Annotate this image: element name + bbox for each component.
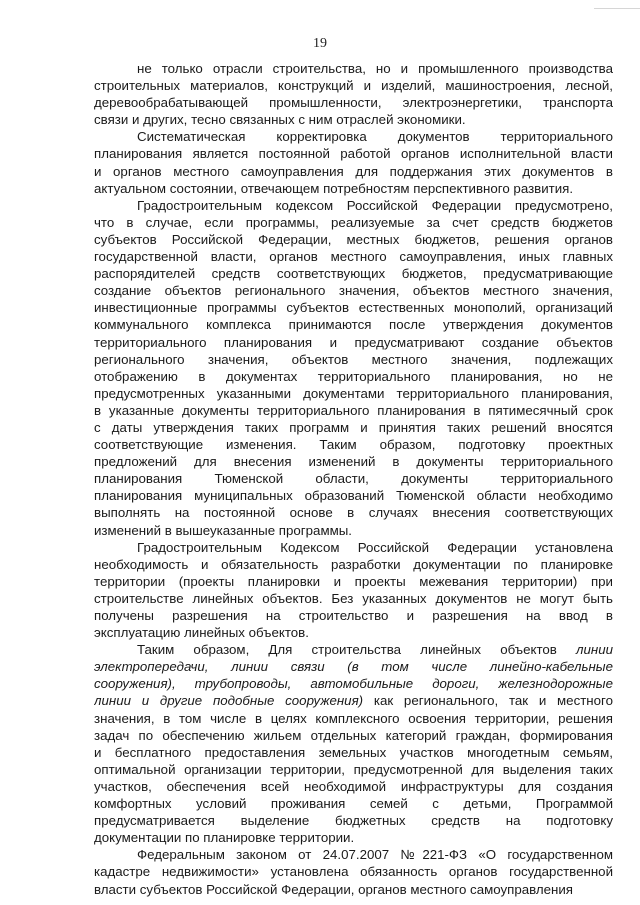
text-line [94, 504, 613, 521]
line-text: Градостроительным кодексом Российской Федерации предусмотрено, [137, 197, 613, 213]
text-line [94, 334, 613, 351]
line-text: соответствующие изменения. Таким образом, подготовку проектных [94, 437, 613, 453]
line-text: территориального планирования и предусматривают создание объектов [94, 334, 613, 350]
line-text: значения, в том числе в целях комплексного освоения территории, решения [94, 710, 613, 726]
line-text: и органов местного самоуправления для поддержания этих документов в [94, 163, 613, 179]
italic-text: линии [575, 642, 613, 658]
text-line [94, 145, 613, 162]
line-text: строительстве линейных объектов. Без указанных документов не могут быть [94, 590, 613, 606]
text-line [94, 470, 613, 487]
line-text: Градостроительным Кодексом Российской Федерации установлена [137, 539, 613, 555]
text-line [94, 846, 613, 863]
text-line [94, 539, 613, 556]
line-text: как регионального, так и местного [373, 693, 613, 709]
text-line [94, 778, 613, 795]
line-text: документации по планировке территории. [94, 830, 355, 846]
text-line [94, 214, 613, 231]
paragraph [94, 846, 613, 897]
text-line [94, 761, 613, 778]
text-line [94, 265, 613, 282]
text-line [94, 573, 613, 590]
line-text: изменений в вышеуказанные программы. [94, 522, 352, 538]
scan-corner-mark [594, 0, 640, 9]
line-text: предусматривается выделение бюджетных средств на подготовку [94, 813, 613, 829]
line-text: территории (проекты планировки и проекты межевания территории) при [94, 573, 613, 589]
text-line [94, 282, 613, 299]
line-text: что в случае, если программы, реализуемые за счет средств бюджетов [94, 214, 613, 230]
text-line [94, 727, 613, 744]
paragraph [94, 197, 613, 539]
italic-text: электропередачи, линии связи (в том числе линейно-кабельные [94, 659, 613, 675]
line-text: деревообрабатывающей промышленности, электроэнергетики, транспорта [94, 95, 613, 111]
text-line [94, 658, 613, 675]
text-line [94, 881, 613, 898]
line-text: Систематическая корректировка документов территориального [137, 129, 613, 145]
line-text: власти субъектов Российской Федерации, органов местного самоуправления [94, 881, 573, 897]
text-line [94, 419, 613, 436]
text-line [94, 60, 613, 77]
line-text: участков, обеспечения всей необходимой инфраструктуры для создания [94, 778, 613, 794]
page-number: 19 [313, 36, 327, 51]
text-line [94, 710, 613, 727]
line-text: не только отрасли строительства, но и промышленного производства [137, 61, 613, 76]
text-line [94, 248, 613, 265]
text-line [94, 453, 613, 470]
paragraph [94, 539, 613, 642]
text-line [94, 94, 613, 111]
text-line [94, 368, 613, 385]
text-line [94, 624, 613, 641]
text-line [94, 299, 613, 316]
line-text: строительных материалов, конструкций и изделий, машиностроения, лесной, [94, 78, 613, 94]
paragraph [94, 60, 613, 128]
line-text: оптимальной организации территории, предусмотренной для выделения таких [94, 761, 613, 777]
line-text: в указанные документы территориального планирования в пятимесячный срок [94, 402, 613, 418]
text-line [94, 692, 613, 709]
line-text: отображению в документах территориального планирования, но не [94, 368, 613, 384]
text-line [94, 556, 613, 573]
text-line [94, 607, 613, 624]
line-text: Федеральным законом от 24.07.2007 №221-ФЗ «О государственном [137, 847, 613, 863]
text-line [94, 812, 613, 829]
paragraph [94, 128, 613, 196]
line-text: и бесплатного предоставления земельных участков многодетным семьям, [94, 744, 613, 760]
text-line [94, 487, 613, 504]
line-text: государственной власти, органов местного самоуправления, иных главных [94, 249, 613, 265]
line-text: планирования является постоянной работой органов исполнительной власти [94, 146, 613, 162]
text-line [94, 590, 613, 607]
line-text: регионального значения, объектов местного значения, подлежащих [94, 351, 613, 367]
text-line [94, 744, 613, 761]
line-text: распорядителей средств соответствующих бюджетов, предусматривающие [94, 266, 613, 282]
line-text: инвестиционные программы субъектов естественных монополий, организаций [94, 300, 613, 316]
text-line [94, 385, 613, 402]
text-line [94, 795, 613, 812]
line-text: создание объектов регионального значения, объектов местного значения, [94, 283, 613, 299]
line-text: предусмотренных указанными документами территориального планирования, [94, 385, 613, 401]
text-line [94, 522, 613, 539]
line-text: планирования муниципальных образований Тюменской области необходимо [94, 488, 613, 504]
text-line [94, 111, 613, 128]
text-line [94, 77, 613, 94]
text-line [94, 128, 613, 145]
text-line [94, 231, 613, 248]
italic-text: сооружения), трубопроводы, автомобильные дороги, железнодорожные [94, 676, 613, 692]
line-text: связи и других, тесно связанных с ним отраслей экономики. [94, 112, 466, 128]
text-line [94, 180, 613, 197]
line-text: эксплуатацию линейных объектов. [94, 625, 309, 641]
italic-text: линии и другие подобные сооружения) [94, 693, 374, 709]
line-text: субъектов Российской Федерации, местных бюджетов, решения органов [94, 231, 613, 247]
text-line [94, 436, 613, 453]
body-text [94, 60, 613, 898]
text-line [94, 863, 613, 880]
paragraph [94, 641, 613, 846]
text-line [94, 402, 613, 419]
text-line [94, 197, 613, 214]
line-text: коммунального комплекса принимаются после утверждения документов [94, 317, 613, 333]
text-line [94, 641, 613, 658]
text-line [94, 675, 613, 692]
line-text: планирования Тюменской области, документы территориального [94, 471, 613, 487]
line-text: комфортных условий проживания семей с детьми, Программой [94, 796, 613, 812]
line-text: задач по обеспечению жильем отдельных категорий граждан, формирования [94, 727, 613, 743]
line-text: Таким образом, Для строительства линейных объектов [137, 642, 576, 658]
line-text: с даты утверждения таких программ и принятия таких решений вносятся [94, 419, 613, 435]
text-line [94, 163, 613, 180]
line-text: предложений для внесения изменений в документы территориального [94, 454, 613, 470]
text-line [94, 829, 613, 846]
line-text: выполнять на постоянной основе в случаях внесения соответствующих [94, 505, 613, 521]
text-line [94, 351, 613, 368]
line-text: необходимость и обязательность разработки документации по планировке [94, 556, 613, 572]
line-text: актуальном состоянии, отвечающем потребностям перспективного развития. [94, 180, 574, 196]
text-line [94, 316, 613, 333]
line-text: кадастре недвижимости» установлена обязанность органов государственной [94, 864, 613, 880]
line-text: получены разрешения на строительство и разрешения на ввод в [94, 608, 613, 623]
